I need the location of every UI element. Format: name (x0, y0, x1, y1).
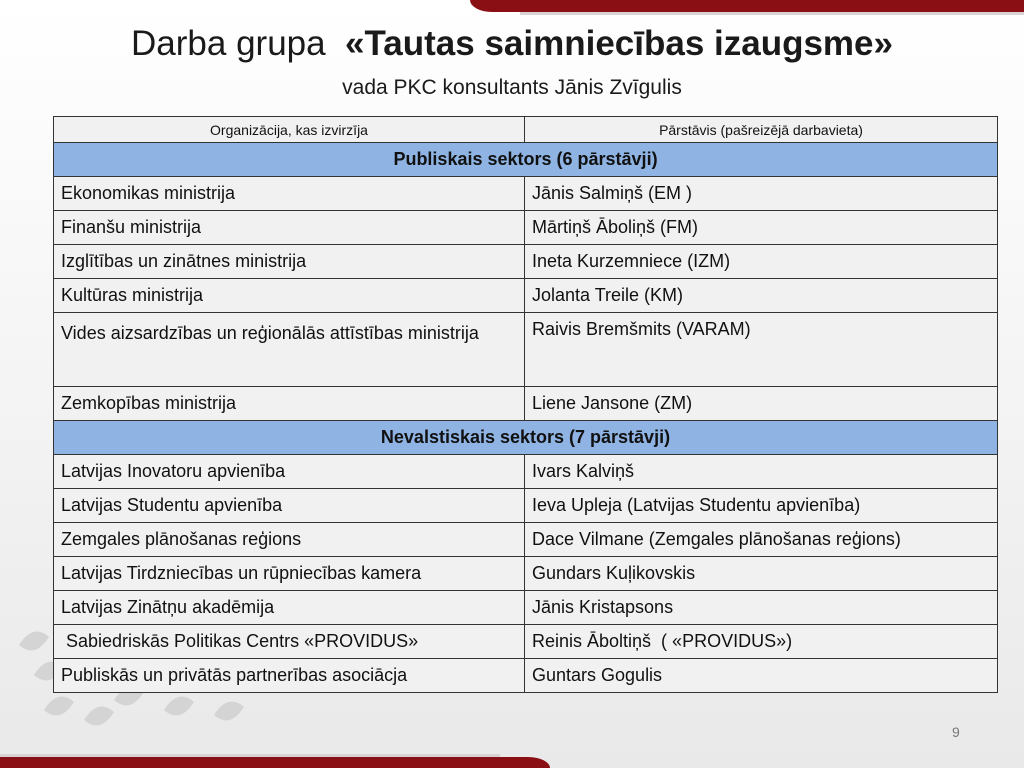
table-row (54, 387, 998, 421)
org-cell: Izglītības un zinātnes ministrija (54, 245, 525, 279)
org-cell: Zemkopības ministrija (54, 387, 525, 421)
org-cell: Zemgales plānošanas reģions (54, 523, 525, 557)
top-accent-band (470, 0, 1024, 12)
rep-cell: Reinis Āboltiņš ( «PROVIDUS») (525, 625, 998, 659)
org-cell: Vides aizsardzības un reģionālās attīstības ministrija (54, 313, 525, 387)
org-cell: Latvijas Tirdzniecības un rūpniecības kamera (54, 557, 525, 591)
rep-cell: Gundars Kuļikovskis (525, 557, 998, 591)
title-bold: «Tautas saimniecības izaugsme» (345, 24, 893, 63)
section-label: Nevalstiskais sektors (7 pārstāvji) (54, 421, 998, 455)
bottom-accent-band (0, 757, 550, 768)
rep-cell: Ieva Upleja (Latvijas Studentu apvienība) (525, 489, 998, 523)
slide-subtitle: vada PKC konsultants Jānis Zvīgulis (342, 76, 682, 99)
rep-cell: Dace Vilmane (Zemgales plānošanas reģions) (525, 523, 998, 557)
page-number: 9 (952, 724, 960, 740)
working-group-table (53, 116, 998, 693)
org-cell: Publiskās un privātās partnerības asociācja (54, 659, 525, 693)
table-row (54, 557, 998, 591)
rep-cell: Ineta Kurzemniece (IZM) (525, 245, 998, 279)
org-cell: Latvijas Studentu apvienība (54, 489, 525, 523)
table-row (54, 625, 998, 659)
table-header-row (54, 117, 998, 143)
table-row (54, 659, 998, 693)
title-normal: Darba grupa (131, 24, 326, 63)
section-row-nongovernmental (54, 421, 998, 455)
table-row (54, 177, 998, 211)
table-row (54, 523, 998, 557)
org-cell: Latvijas Zinātņu akadēmija (54, 591, 525, 625)
rep-cell: Liene Jansone (ZM) (525, 387, 998, 421)
table-row (54, 489, 998, 523)
header-organization: Organizācija, kas izvirzīja (54, 117, 525, 143)
header-representative: Pārstāvis (pašreizējā darbavieta) (525, 117, 998, 143)
rep-cell: Jolanta Treile (KM) (525, 279, 998, 313)
table-row (54, 455, 998, 489)
top-band-shadow (520, 12, 1024, 15)
org-cell: Kultūras ministrija (54, 279, 525, 313)
rep-cell: Mārtiņš Āboliņš (FM) (525, 211, 998, 245)
table-row (54, 245, 998, 279)
section-row-public (54, 143, 998, 177)
org-cell: Latvijas Inovatoru apvienība (54, 455, 525, 489)
rep-cell: Raivis Bremšmits (VARAM) (525, 313, 998, 387)
rep-cell: Guntars Gogulis (525, 659, 998, 693)
org-cell: Ekonomikas ministrija (54, 177, 525, 211)
table-row (54, 313, 998, 387)
slide-title (0, 22, 1024, 66)
table-row (54, 211, 998, 245)
rep-cell: Jānis Salmiņš (EM ) (525, 177, 998, 211)
table-row (54, 591, 998, 625)
table-row (54, 279, 998, 313)
org-cell: Sabiedriskās Politikas Centrs «PROVIDUS» (54, 625, 525, 659)
section-label: Publiskais sektors (6 pārstāvji) (54, 143, 998, 177)
org-cell: Finanšu ministrija (54, 211, 525, 245)
rep-cell: Ivars Kalviņš (525, 455, 998, 489)
rep-cell: Jānis Kristapsons (525, 591, 998, 625)
